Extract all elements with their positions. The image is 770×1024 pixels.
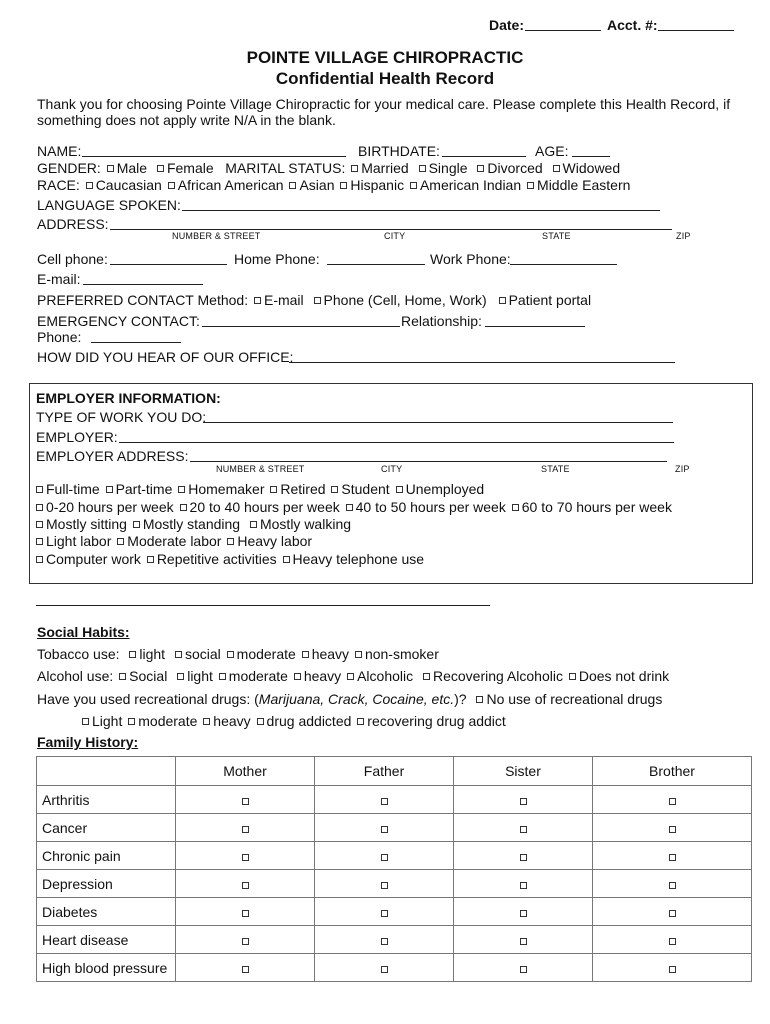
retired-label: Retired [280, 481, 326, 497]
family-cell-mother [176, 842, 315, 870]
family-checkbox[interactable] [381, 910, 388, 917]
family-checkbox[interactable] [242, 938, 249, 945]
intro-line-1: Thank you for choosing Pointe Village Chiropractic for your medical care. Please complete this Health Record, if [37, 96, 731, 112]
tobacco-moderate-label: moderate [236, 646, 296, 662]
heavy-labor-label: Heavy labor [237, 533, 313, 549]
race-american-indian-label: American Indian [419, 177, 522, 193]
mostly-walking-checkbox[interactable] [250, 521, 257, 528]
gender-male-label: Male [116, 160, 148, 176]
contact-phone-checkbox[interactable] [314, 297, 321, 304]
alcohol-recovering-checkbox[interactable] [423, 673, 430, 680]
unemployed-label: Unemployed [405, 481, 485, 497]
part-time-label: Part-time [115, 481, 173, 497]
address-sub-street: NUMBER & STREET [172, 231, 261, 241]
full-time-checkbox[interactable] [36, 486, 43, 493]
employer-label: EMPLOYER: [36, 429, 118, 445]
alcohol-heavy-checkbox[interactable] [294, 673, 301, 680]
drugs-light-checkbox[interactable] [82, 718, 89, 725]
name-field[interactable] [82, 156, 346, 157]
table-row [37, 786, 752, 814]
student-label: Student [341, 481, 390, 497]
family-checkbox[interactable] [520, 910, 527, 917]
moderate-labor-checkbox[interactable] [117, 538, 124, 545]
family-cell-mother [176, 926, 315, 954]
light-labor-label: Light labor [46, 533, 112, 549]
drugs-question-examples: Marijuana, Crack, Cocaine, etc. [258, 691, 455, 707]
name-label: NAME: [37, 143, 82, 159]
tobacco-social-checkbox[interactable] [175, 651, 182, 658]
family-checkbox[interactable] [381, 966, 388, 973]
mostly-standing-checkbox[interactable] [133, 521, 140, 528]
family-checkbox[interactable] [381, 798, 388, 805]
family-checkbox[interactable] [381, 938, 388, 945]
race-caucasian-checkbox[interactable] [86, 182, 93, 189]
relationship-label: Relationship: [401, 313, 482, 329]
family-checkbox[interactable] [381, 882, 388, 889]
employer-address-sub-state: STATE [541, 464, 570, 474]
table-row [37, 926, 752, 954]
condition-label: Diabetes [37, 898, 176, 926]
family-checkbox[interactable] [242, 966, 249, 973]
hours-0-20-label: 0-20 hours per week [46, 499, 174, 515]
family-checkbox[interactable] [520, 882, 527, 889]
race-asian-checkbox[interactable] [289, 182, 296, 189]
family-checkbox[interactable] [242, 826, 249, 833]
contact-phone-label: Phone (Cell, Home, Work) [323, 292, 487, 308]
acct-label: Acct. #: [607, 17, 658, 33]
marital-label: MARITAL STATUS: [225, 160, 346, 176]
family-checkbox[interactable] [669, 826, 676, 833]
heavy-telephone-checkbox[interactable] [283, 556, 290, 563]
tobacco-heavy-label: heavy [311, 646, 350, 662]
family-cell-father [315, 926, 454, 954]
alcohol-social-checkbox[interactable] [119, 673, 126, 680]
gender-row [37, 160, 620, 177]
drugs-question-pre: Have you used recreational drugs: ( [37, 691, 259, 707]
family-cell-sister [454, 926, 593, 954]
marital-widowed-label: Widowed [562, 160, 621, 176]
emergency-phone-label: Phone: [37, 329, 82, 345]
column-mother: Mother [176, 757, 315, 786]
marital-divorced-label: Divorced [487, 160, 543, 176]
race-asian-label: Asian [299, 177, 335, 193]
family-cell-father [315, 786, 454, 814]
alcohol-label: Alcohol use: [37, 668, 114, 684]
address-sub-zip: ZIP [676, 231, 691, 241]
mostly-walking-label: Mostly walking [259, 516, 352, 532]
drugs-recovering-checkbox[interactable] [357, 718, 364, 725]
drugs-heavy-checkbox[interactable] [203, 718, 210, 725]
alcohol-light-label: light [187, 668, 213, 684]
contact-email-checkbox[interactable] [254, 297, 261, 304]
corner-cell [37, 757, 176, 786]
birthdate-label: BIRTHDATE: [358, 143, 440, 159]
tobacco-label: Tobacco use: [37, 646, 120, 662]
family-history-heading: Family History: [37, 734, 139, 750]
marital-married-label: Married [361, 160, 409, 176]
alcohol-light-checkbox[interactable] [177, 673, 184, 680]
family-cell-sister [454, 898, 593, 926]
family-cell-brother [593, 814, 752, 842]
part-time-checkbox[interactable] [106, 486, 113, 493]
address-field[interactable] [110, 229, 672, 230]
family-cell-brother [593, 898, 752, 926]
gender-male-checkbox[interactable] [107, 165, 114, 172]
family-checkbox[interactable] [669, 798, 676, 805]
cell-phone-label: Cell phone: [37, 251, 108, 267]
table-row [37, 898, 752, 926]
condition-label: Cancer [37, 814, 176, 842]
address-sub-state: STATE [542, 231, 571, 241]
drugs-addicted-checkbox[interactable] [257, 718, 264, 725]
language-field[interactable] [182, 210, 660, 211]
computer-work-checkbox[interactable] [36, 556, 43, 563]
tobacco-row [37, 646, 439, 663]
work-phone-label: Work Phone: [430, 251, 511, 267]
emergency-contact-label: EMERGENCY CONTACT: [37, 313, 200, 329]
homemaker-label: Homemaker [188, 481, 265, 497]
table-row [37, 870, 752, 898]
emergency-contact-field[interactable] [202, 326, 400, 327]
work-phone-field[interactable] [510, 264, 617, 265]
computer-work-label: Computer work [46, 551, 141, 567]
family-cell-sister [454, 786, 593, 814]
marital-single-checkbox[interactable] [419, 165, 426, 172]
drugs-moderate-label: moderate [138, 713, 198, 729]
contact-portal-label: Patient portal [508, 292, 592, 308]
family-checkbox[interactable] [669, 966, 676, 973]
marital-widowed-checkbox[interactable] [553, 165, 560, 172]
contact-portal-checkbox[interactable] [499, 297, 506, 304]
family-checkbox[interactable] [242, 798, 249, 805]
mostly-standing-label: Mostly standing [142, 516, 241, 532]
family-cell-brother [593, 870, 752, 898]
drugs-addicted-label: drug addicted [266, 713, 352, 729]
repetitive-activities-checkbox[interactable] [147, 556, 154, 563]
race-african-american-checkbox[interactable] [168, 182, 175, 189]
drugs-none-label: No use of recreational drugs [486, 691, 663, 707]
family-checkbox[interactable] [520, 966, 527, 973]
hours-60-70-checkbox[interactable] [512, 504, 519, 511]
cell-phone-field[interactable] [110, 264, 227, 265]
drugs-none-checkbox[interactable] [476, 696, 483, 703]
hours-row [34, 499, 672, 516]
hear-label: HOW DID YOU HEAR OF OUR OFFICE: [37, 349, 294, 365]
activity-row [34, 516, 351, 533]
tobacco-non-smoker-checkbox[interactable] [355, 651, 362, 658]
hours-60-70-label: 60 to 70 hours per week [521, 499, 672, 515]
mostly-sitting-checkbox[interactable] [36, 521, 43, 528]
race-label: RACE: [37, 177, 80, 193]
contact-email-label: E-mail [263, 292, 304, 308]
family-checkbox[interactable] [520, 938, 527, 945]
race-hispanic-checkbox[interactable] [340, 182, 347, 189]
race-hispanic-label: Hispanic [350, 177, 405, 193]
relationship-field[interactable] [485, 326, 585, 327]
family-checkbox[interactable] [242, 882, 249, 889]
home-phone-label: Home Phone: [234, 251, 320, 267]
family-checkbox[interactable] [669, 938, 676, 945]
divider-line [36, 605, 490, 606]
full-time-label: Full-time [46, 481, 100, 497]
social-habits-heading: Social Habits: [37, 624, 130, 640]
employer-address-field[interactable] [190, 461, 667, 462]
table-row [37, 814, 752, 842]
family-checkbox[interactable] [669, 854, 676, 861]
condition-label: High blood pressure [37, 954, 176, 982]
race-caucasian-label: Caucasian [95, 177, 162, 193]
condition-label: Depression [37, 870, 176, 898]
email-label: E-mail: [37, 271, 81, 287]
tobacco-heavy-checkbox[interactable] [302, 651, 309, 658]
drugs-moderate-checkbox[interactable] [128, 718, 135, 725]
preferred-contact-label: PREFERRED CONTACT Method: [37, 292, 249, 308]
alcohol-recovering-label: Recovering Alcoholic [433, 668, 563, 684]
race-african-american-label: African American [177, 177, 284, 193]
family-checkbox[interactable] [520, 798, 527, 805]
family-cell-sister [454, 814, 593, 842]
family-cell-mother [176, 898, 315, 926]
email-field[interactable] [83, 284, 203, 285]
table-row [37, 842, 752, 870]
employment-status-row [34, 481, 484, 498]
family-cell-father [315, 870, 454, 898]
heavy-telephone-label: Heavy telephone use [292, 551, 425, 567]
family-cell-sister [454, 954, 593, 982]
hours-0-20-checkbox[interactable] [36, 504, 43, 511]
hear-field[interactable] [289, 362, 675, 363]
emergency-phone-field[interactable] [91, 342, 181, 343]
alcohol-heavy-label: heavy [303, 668, 342, 684]
language-label: LANGUAGE SPOKEN: [37, 197, 181, 213]
preferred-contact-row [37, 292, 591, 309]
family-cell-mother [176, 786, 315, 814]
table-row [37, 954, 752, 982]
tobacco-social-label: social [184, 646, 221, 662]
student-checkbox[interactable] [331, 486, 338, 493]
address-label: ADDRESS: [37, 216, 109, 232]
family-cell-brother [593, 954, 752, 982]
address-sub-city: CITY [384, 231, 406, 241]
employer-field[interactable] [119, 442, 674, 443]
home-phone-field[interactable] [327, 264, 425, 265]
employer-address-sub-city: CITY [381, 464, 403, 474]
drugs-light-label: Light [92, 713, 123, 729]
gender-female-label: Female [166, 160, 214, 176]
race-american-indian-checkbox[interactable] [410, 182, 417, 189]
hours-20-40-checkbox[interactable] [180, 504, 187, 511]
hours-20-40-label: 20 to 40 hours per week [189, 499, 340, 515]
race-middle-eastern-checkbox[interactable] [527, 182, 534, 189]
race-middle-eastern-label: Middle Eastern [537, 177, 631, 193]
table-header-row [37, 757, 752, 786]
drugs-recovering-label: recovering drug addict [367, 713, 506, 729]
condition-label: Heart disease [37, 926, 176, 954]
age-field[interactable] [572, 156, 610, 157]
retired-checkbox[interactable] [270, 486, 277, 493]
family-cell-sister [454, 870, 593, 898]
employer-address-sub-street: NUMBER & STREET [216, 464, 305, 474]
employer-address-sub-zip: ZIP [675, 464, 690, 474]
type-of-work-field[interactable] [203, 422, 673, 423]
family-checkbox[interactable] [381, 826, 388, 833]
race-row [37, 177, 630, 194]
tobacco-non-smoker-label: non-smoker [364, 646, 439, 662]
family-cell-brother [593, 926, 752, 954]
hours-40-50-label: 40 to 50 hours per week [355, 499, 506, 515]
alcohol-alcoholic-checkbox[interactable] [347, 673, 354, 680]
gender-female-checkbox[interactable] [157, 165, 164, 172]
age-label: AGE: [535, 143, 569, 159]
form-title: Confidential Health Record [275, 69, 495, 88]
acct-field[interactable] [658, 30, 734, 31]
tobacco-moderate-checkbox[interactable] [227, 651, 234, 658]
alcohol-moderate-checkbox[interactable] [219, 673, 226, 680]
clinic-name: POINTE VILLAGE CHIROPRACTIC [246, 48, 524, 67]
alcohol-none-checkbox[interactable] [569, 673, 576, 680]
column-brother: Brother [593, 757, 752, 786]
employer-heading: EMPLOYER INFORMATION: [36, 390, 221, 406]
alcohol-row [37, 668, 669, 685]
family-checkbox[interactable] [520, 854, 527, 861]
family-cell-father [315, 814, 454, 842]
family-cell-father [315, 954, 454, 982]
heavy-labor-checkbox[interactable] [227, 538, 234, 545]
tobacco-light-label: light [139, 646, 166, 662]
intro-line-2: something does not apply write N/A in the blank. [37, 112, 336, 128]
date-label: Date: [489, 17, 525, 33]
marital-single-label: Single [428, 160, 468, 176]
mostly-sitting-label: Mostly sitting [46, 516, 127, 532]
family-cell-mother [176, 814, 315, 842]
family-cell-mother [176, 954, 315, 982]
drugs-question-post: )? [454, 691, 467, 707]
drugs-heavy-label: heavy [213, 713, 251, 729]
family-history-table [36, 756, 752, 982]
condition-label: Arthritis [37, 786, 176, 814]
family-checkbox[interactable] [242, 910, 249, 917]
tobacco-light-checkbox[interactable] [129, 651, 136, 658]
work-type-row [34, 551, 424, 568]
column-father: Father [315, 757, 454, 786]
alcohol-none-label: Does not drink [578, 668, 670, 684]
family-cell-brother [593, 842, 752, 870]
date-field[interactable] [525, 30, 601, 31]
type-of-work-label: TYPE OF WORK YOU DO: [36, 409, 207, 425]
family-cell-sister [454, 842, 593, 870]
family-checkbox[interactable] [669, 910, 676, 917]
family-cell-mother [176, 870, 315, 898]
employer-address-label: EMPLOYER ADDRESS: [36, 448, 189, 464]
family-cell-father [315, 842, 454, 870]
drug-level-row [80, 713, 506, 730]
column-sister: Sister [454, 757, 593, 786]
gender-label: GENDER: [37, 160, 101, 176]
condition-label: Chronic pain [37, 842, 176, 870]
family-checkbox[interactable] [242, 854, 249, 861]
family-cell-father [315, 898, 454, 926]
alcohol-alcoholic-label: Alcoholic [357, 668, 414, 684]
homemaker-checkbox[interactable] [178, 486, 185, 493]
hours-40-50-checkbox[interactable] [346, 504, 353, 511]
light-labor-checkbox[interactable] [36, 538, 43, 545]
family-checkbox[interactable] [669, 882, 676, 889]
marital-divorced-checkbox[interactable] [477, 165, 484, 172]
drugs-question-row [37, 691, 662, 708]
unemployed-checkbox[interactable] [396, 486, 403, 493]
labor-row [34, 533, 312, 550]
alcohol-moderate-label: moderate [228, 668, 288, 684]
marital-married-checkbox[interactable] [351, 165, 358, 172]
birthdate-field[interactable] [442, 156, 526, 157]
alcohol-social-label: Social [129, 668, 168, 684]
repetitive-activities-label: Repetitive activities [156, 551, 277, 567]
family-cell-brother [593, 786, 752, 814]
family-checkbox[interactable] [520, 826, 527, 833]
family-checkbox[interactable] [381, 854, 388, 861]
moderate-labor-label: Moderate labor [127, 533, 222, 549]
